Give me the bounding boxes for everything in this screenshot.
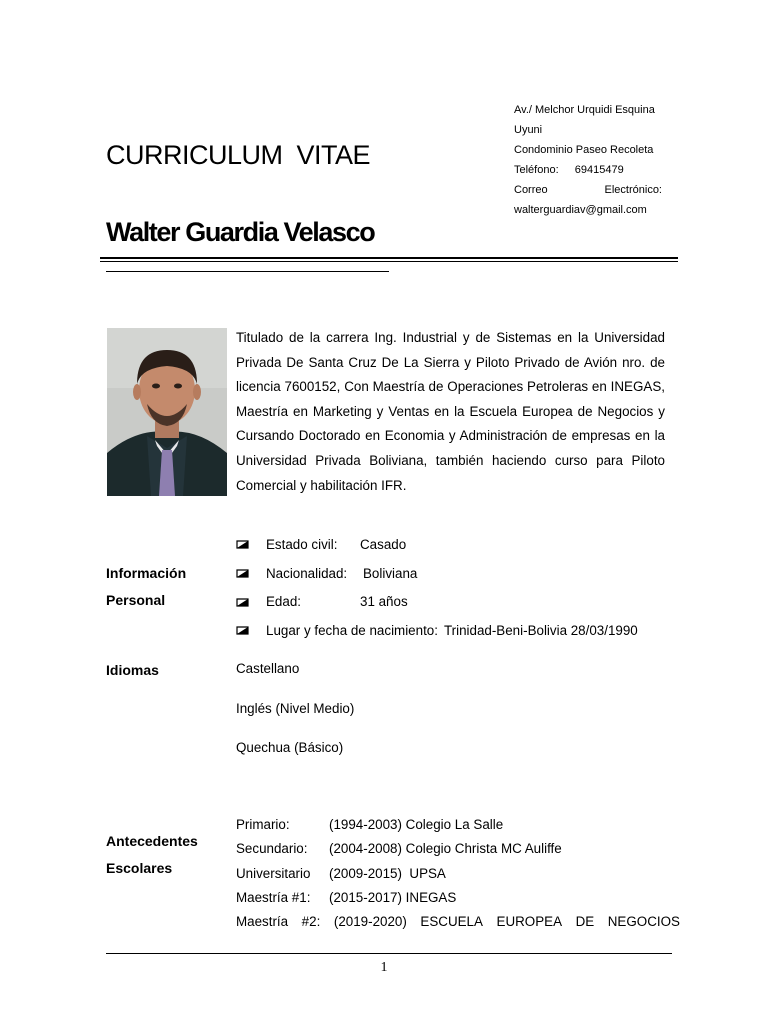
- section-personal-label: [106, 560, 186, 614]
- education-item-university: [236, 866, 680, 890]
- education-word: NEGOCIOS: [607, 914, 680, 930]
- education-list: [236, 817, 680, 938]
- profile-photo: [107, 328, 227, 496]
- professional-summary: Titulado de la carrera Ing. Industrial y de Sistemas en la Universidad Privada De Santa Cruz De La Sierra y Piloto Privado de Avión nro. de licencia 7600152, Con Maestría de Operaciones Petroleras en INEGAS, Maestría en Marketing y Ventas en la Escuela Europea de Negocios y Cursando Doctorado en Economia y Administración de empresas en la Universidad Privada Boliviana, también haciendo curso para Piloto Comercial y habilitación IFR.: [236, 330, 665, 493]
- personal-item-label: Lugar y fecha de nacimiento:: [266, 622, 438, 638]
- personal-item-civil-status: [236, 530, 638, 559]
- email-address: walterguardiav@gmail.com: [514, 204, 647, 216]
- education-detail: (2009-2015) UPSA: [329, 865, 446, 881]
- languages-list: [236, 661, 354, 780]
- personal-info-list: [236, 530, 638, 645]
- education-detail: (1994-2003) Colegio La Salle: [329, 817, 504, 832]
- phone-line: [514, 162, 662, 182]
- education-level: Primario:: [236, 817, 290, 832]
- education-item-secondary: [236, 841, 680, 865]
- education-level: Maestría #1:: [236, 889, 311, 905]
- language-item: Inglés (Nivel Medio): [236, 700, 355, 716]
- personal-item-value: Casado: [360, 536, 407, 552]
- personal-item-label: Estado civil:: [266, 536, 338, 552]
- section-personal-label-line2: Personal: [106, 592, 166, 608]
- address-line-1: Av./ Melchor Urquidi Esquina: [514, 104, 655, 116]
- checkbox-bullet-icon: [236, 597, 266, 607]
- education-item-masters-1: [236, 890, 680, 914]
- footer-rule: [106, 953, 672, 954]
- personal-item-value: 31 años: [360, 594, 408, 610]
- section-education-label-line2: Escolares: [106, 860, 173, 876]
- phone-label: Teléfono:: [514, 164, 559, 176]
- education-word: ESCUELA: [420, 914, 483, 930]
- personal-item-value: Boliviana: [363, 565, 418, 581]
- header-rule-short: [106, 271, 389, 272]
- phone-number: 69415479: [574, 164, 624, 176]
- header-rule-thick: [100, 257, 678, 259]
- education-detail: (2015-2017) INEGAS: [329, 889, 457, 905]
- education-word: (2019-2020): [333, 914, 407, 930]
- section-personal-label-line1: Información: [106, 565, 187, 581]
- education-item-primary: [236, 817, 680, 841]
- education-word: Maestría: [236, 914, 289, 930]
- education-detail: (2004-2008) Colegio Christa MC Auliffe: [329, 841, 562, 857]
- education-item-masters-2: [236, 914, 680, 938]
- language-item: Castellano: [236, 661, 300, 676]
- section-education-label-line1: Antecedentes: [106, 833, 198, 849]
- email-label-part1: Correo: [514, 184, 548, 196]
- page-number: 1: [380, 960, 388, 975]
- language-item: Quechua (Básico): [236, 740, 344, 755]
- header-rule-thin: [100, 261, 678, 262]
- section-education-label: [106, 828, 198, 882]
- education-word: DE: [575, 914, 595, 930]
- personal-item-birth: [236, 616, 638, 645]
- checkbox-bullet-icon: [236, 625, 266, 635]
- email-label-line: [514, 182, 662, 202]
- candidate-name: Walter Guardia Velasco: [106, 217, 375, 247]
- section-languages-label: Idiomas: [106, 662, 159, 678]
- education-level: Secundario:: [236, 841, 308, 857]
- education-word: EUROPEA: [496, 914, 562, 930]
- education-word: #2:: [301, 914, 321, 930]
- personal-item-label: Edad:: [266, 594, 301, 610]
- personal-item-value: Trinidad-Beni-Bolivia 28/03/1990: [443, 622, 638, 638]
- education-level: Universitario: [236, 865, 311, 881]
- personal-item-age: [236, 587, 638, 616]
- document-title: CURRICULUM VITAE: [106, 140, 371, 170]
- email-label-part2: Electrónico:: [604, 184, 662, 196]
- checkbox-bullet-icon: [236, 568, 266, 578]
- address-line-3: Condominio Paseo Recoleta: [514, 144, 654, 156]
- checkbox-bullet-icon: [236, 539, 266, 549]
- personal-item-label: Nacionalidad:: [266, 565, 348, 581]
- address-line-2: Uyuni: [514, 124, 543, 136]
- personal-item-nationality: [236, 559, 638, 588]
- contact-block: [514, 102, 662, 222]
